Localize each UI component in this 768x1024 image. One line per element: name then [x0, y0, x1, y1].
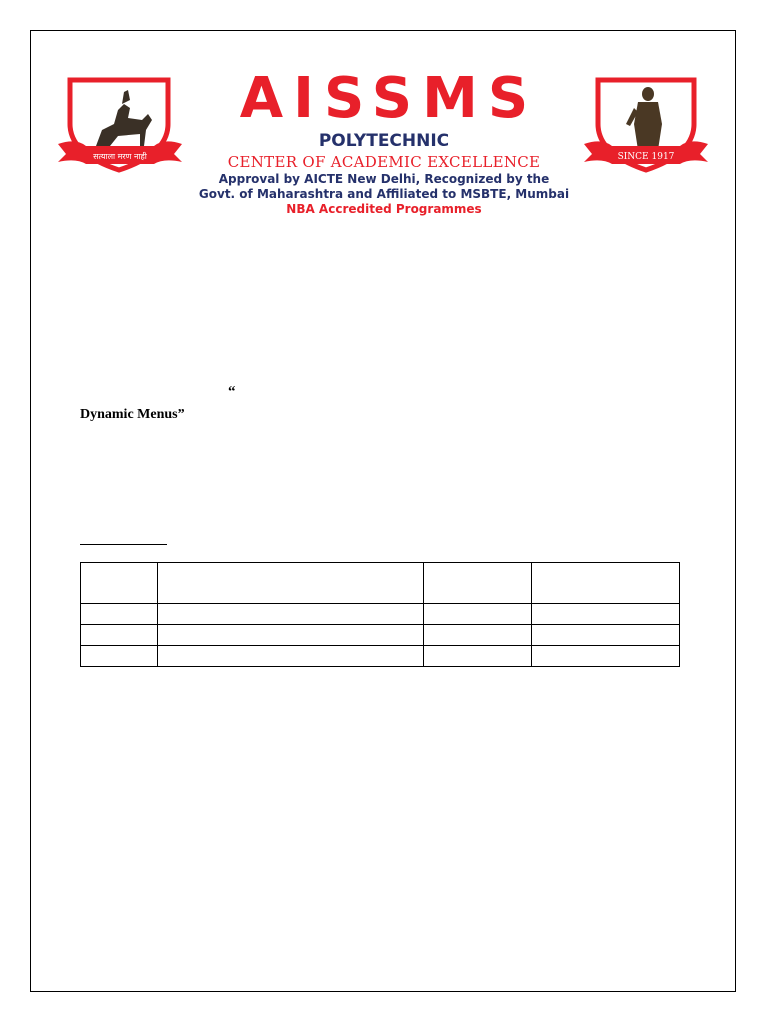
table-row [81, 604, 680, 625]
table-header-cell [81, 563, 158, 604]
table-header-row [81, 563, 680, 604]
table-cell [424, 625, 532, 646]
table-cell [157, 646, 424, 667]
table-cell [157, 625, 424, 646]
table-cell [81, 625, 158, 646]
nba-accreditation: NBA Accredited Programmes [286, 202, 482, 216]
table-cell [424, 604, 532, 625]
underline-rule [80, 544, 167, 545]
project-title: Dynamic Menus” [80, 407, 185, 422]
right-crest-motto: SINCE 1917 [617, 152, 675, 162]
institute-subtitle: POLYTECHNIC [318, 131, 450, 151]
table-cell [424, 646, 532, 667]
institute-tagline: CENTER OF ACADEMIC EXCELLENCE [227, 153, 541, 171]
table-cell [532, 625, 680, 646]
approval-line-2: Govt. of Maharashtra and Affiliated to MSBTE, Mumbai [198, 187, 570, 201]
table-cell [532, 646, 680, 667]
approval-line-1: Approval by AICTE New Delhi, Recognized by the [218, 172, 550, 186]
left-crest-logo [56, 74, 184, 174]
table-cell [81, 646, 158, 667]
table-row [81, 625, 680, 646]
opening-quote: “ [228, 384, 236, 400]
institute-brand [196, 66, 572, 217]
institute-name: AISSMS [239, 66, 539, 131]
table-header-cell [424, 563, 532, 604]
table-row [81, 646, 680, 667]
right-crest-logo [582, 74, 710, 174]
table-header-cell [157, 563, 424, 604]
table-cell [81, 604, 158, 625]
left-crest-motto: सत्याला मरण नाही [93, 152, 147, 161]
table-cell [157, 604, 424, 625]
table-header-cell [532, 563, 680, 604]
members-table [80, 562, 680, 667]
table-cell [532, 604, 680, 625]
